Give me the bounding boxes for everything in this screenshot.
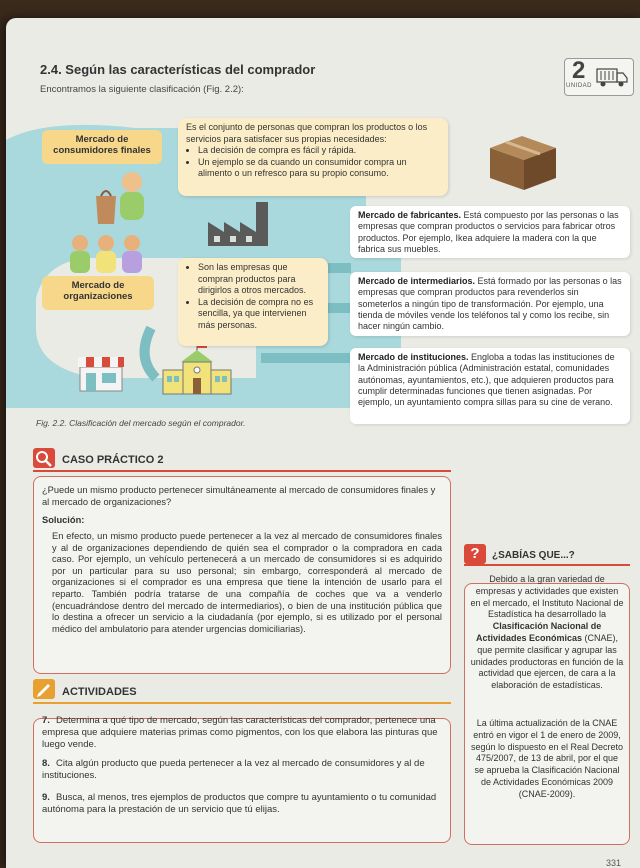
book-page bbox=[6, 18, 640, 868]
shopping-people-icon bbox=[84, 168, 164, 228]
activity-number: 8. bbox=[42, 758, 50, 769]
activity-item bbox=[42, 758, 442, 782]
sabias-heading: ¿SABÍAS QUE...? bbox=[492, 550, 575, 561]
truck-icon bbox=[596, 66, 628, 88]
unit-label: UNIDAD bbox=[566, 83, 593, 89]
market-name: Mercado de instituciones. bbox=[358, 352, 469, 362]
consumers-note-bullet: • Un ejemplo se da cuando un consumidor compra un alimento o un refresco para su propio consumo. bbox=[198, 157, 440, 180]
activity-text: Cita algún producto que pueda pertenecer a la vez al mercado de consumidores y al de instituciones. bbox=[42, 758, 425, 781]
organizations-market-label: Mercado de organizaciones bbox=[42, 276, 154, 310]
sabias-paragraph-2: La última actualización de la CNAE entró en vigor el 1 de enero de 2009, según lo dispuesto en el Real Decreto 475/2007, de 13 de abril, por el que se aprueba la Clasificación Nacional de Actividades Económicas 2009 (CNAE-2009). bbox=[470, 718, 624, 799]
case-solution-label: Solución: bbox=[42, 515, 85, 525]
sabias-text: (CNAE), que permite clasificar y agrupar las unidades productoras en función de la actividad que ejercen, de cara a la elaboración de estadísticas. bbox=[470, 632, 624, 691]
pencil-icon bbox=[33, 679, 55, 699]
market-description: Está compuesto por las personas o las empresas que compran productos o servicios para fabricar otros productos. Por ejemplo, Ikea adquiere la madera con la que fabrica sus muebles. bbox=[358, 210, 619, 254]
factory-icon bbox=[206, 198, 276, 248]
consumers-note bbox=[178, 118, 448, 196]
market-box-institutions bbox=[350, 348, 630, 424]
organizations-note-bullet: • La decisión de compra no es sencilla, ya que intervienen más personas. bbox=[198, 297, 320, 332]
cardboard-box-icon bbox=[484, 128, 560, 194]
activity-number: 9. bbox=[42, 792, 50, 803]
market-description: Engloba a todas las instituciones de la Administración pública (Administración estatal, comunidades autónomas, ayuntamientos, etc.), que adquieren productos para cumplir determinadas funciones que tienen asignadas. Por ejemplo, un ayuntamiento compra sillas para su cine de verano. bbox=[358, 352, 615, 408]
activity-number: 7. bbox=[42, 715, 50, 726]
section-subtitle: Encontramos la siguiente clasificación (Fig. 2.2): bbox=[40, 84, 244, 95]
page-number: 331 bbox=[606, 858, 622, 868]
activity-item bbox=[42, 792, 442, 816]
activity-text: Determina a qué tipo de mercado, según las características del comprador, pertenece una empresa que adquiere materias primas como pigmentos, con los que elabora las pinturas que luego vende. bbox=[42, 715, 438, 750]
market-name: Mercado de fabricantes. bbox=[358, 210, 462, 220]
unit-number: 2 bbox=[572, 57, 586, 84]
town-hall-icon bbox=[161, 340, 233, 396]
activities-heading: ACTIVIDADES bbox=[62, 686, 137, 698]
case-divider bbox=[33, 470, 451, 472]
organizations-note bbox=[178, 258, 328, 346]
section-title: 2.4. Según las características del comprador bbox=[40, 62, 316, 77]
activity-text: Busca, al menos, tres ejemplos de productos que compre tu ayuntamiento o tu comunidad autónoma para la prestación de un servicio que tú elijas. bbox=[42, 792, 437, 815]
organizations-note-bullet: • Son las empresas que compran productos para dirigirlos a otros mercados. bbox=[198, 262, 320, 297]
people-group-icon bbox=[66, 233, 146, 277]
consumers-note-bullet: • La decisión de compra es fácil y rápida. bbox=[198, 145, 440, 157]
figure-caption: Fig. 2.2. Clasificación del mercado según el comprador. bbox=[36, 418, 246, 428]
case-solution: En efecto, un mismo producto puede pertenecer a la vez al mercado de consumidores finales y al de organizaciones dependiendo de quién sea el comprador o la compradora en cada caso. Por ejemplo, un vehículo pertenecerá a un mercado de consumidores si es adquirido por un particular para su uso personal; sin embargo, corresponderá al mercado de organizaciones si el comprador es una empresa que tiene la intención de usarlo para el reparto. También podría tratarse de una compañía de coches que va a venderlo (encuadrándose dentro del mercado de intermediarios), o bien de una institución pública que lo destina a ofrecer un servicio a la ciudadanía (por ejemplo, si es utilizado por el personal médico del ambulatorio para atender urgencias domiciliarias). bbox=[52, 531, 442, 634]
case-heading: CASO PRÁCTICO 2 bbox=[62, 454, 164, 466]
consumers-market-label: Mercado de consumidores finales bbox=[42, 130, 162, 164]
question-icon: ? bbox=[464, 544, 486, 564]
shop-icon bbox=[76, 353, 126, 393]
consumers-note-intro: Es el conjunto de personas que compran los productos o los servicios para satisfacer sus propias necesidades: bbox=[186, 122, 428, 144]
sabias-paragraph-1 bbox=[470, 574, 624, 692]
case-question: ¿Puede un mismo producto pertenecer simultáneamente al mercado de consumidores finales y al mercado de organizaciones? bbox=[42, 485, 436, 507]
magnifier-icon bbox=[33, 448, 55, 468]
market-box-manufacturers bbox=[350, 206, 630, 258]
sabias-divider bbox=[464, 564, 630, 566]
market-box-intermediaries bbox=[350, 272, 630, 336]
activity-item bbox=[42, 715, 442, 750]
sabias-bold-term: Clasificación Nacional de Actividades Económicas bbox=[475, 621, 602, 643]
market-description: Está formado por las personas o las empresas que compran productos para revenderlos sin someterlos a ningún tipo de transformación. Por ejemplo, una tienda de móviles vende los teléfonos tal y como los recibe, sin hacer ningún cambio. bbox=[358, 276, 622, 332]
sabias-text: Debido a la gran variedad de empresas y actividades que existen en el mercado, el Instituto Nacional de Estadística ha desarrollado la bbox=[470, 574, 624, 620]
activities-divider bbox=[33, 702, 451, 704]
market-name: Mercado de intermediarios. bbox=[358, 276, 476, 286]
